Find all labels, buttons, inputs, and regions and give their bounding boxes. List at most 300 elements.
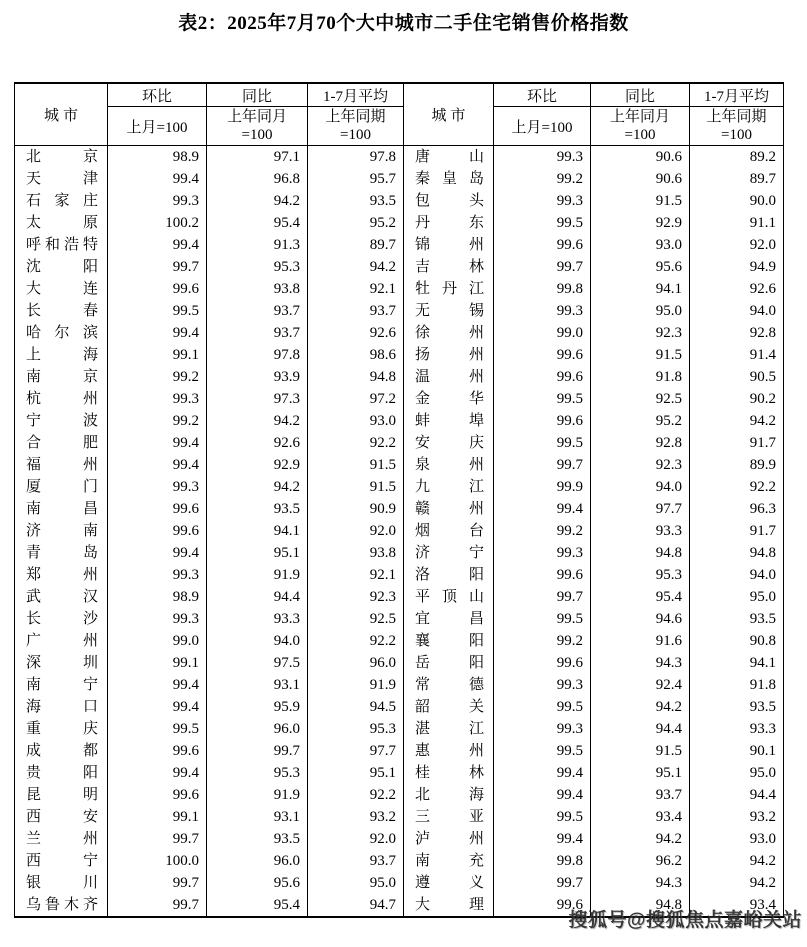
avg-value-left: 92.2	[308, 432, 404, 454]
price-index-table	[14, 82, 784, 918]
header-yoy-right: 同比	[591, 83, 690, 107]
yoy-value-left: 96.0	[207, 718, 308, 740]
city-cell-right: 常德	[404, 674, 494, 696]
avg-value-right: 93.3	[690, 718, 784, 740]
mom-value-left: 99.4	[108, 762, 207, 784]
avg-value-right: 91.7	[690, 520, 784, 542]
yoy-value-left: 95.4	[207, 894, 308, 917]
yoy-value-left: 93.5	[207, 498, 308, 520]
mom-value-right: 99.4	[494, 828, 591, 850]
mom-value-right: 99.5	[494, 212, 591, 234]
yoy-value-left: 93.8	[207, 278, 308, 300]
yoy-value-right: 95.0	[591, 300, 690, 322]
city-cell-right: 唐山	[404, 146, 494, 169]
yoy-value-left: 97.8	[207, 344, 308, 366]
avg-value-left: 89.7	[308, 234, 404, 256]
city-cell-left: 郑州	[15, 564, 108, 586]
mom-value-left: 99.6	[108, 520, 207, 542]
city-cell-left: 大连	[15, 278, 108, 300]
city-cell-left: 上海	[15, 344, 108, 366]
page-title: 表2：2025年7月70个大中城市二手住宅销售价格指数	[178, 13, 629, 34]
avg-value-left: 98.6	[308, 344, 404, 366]
mom-value-right: 99.5	[494, 608, 591, 630]
yoy-value-left: 93.7	[207, 300, 308, 322]
yoy-value-left: 96.8	[207, 168, 308, 190]
mom-value-right: 99.6	[494, 234, 591, 256]
avg-value-left: 93.8	[308, 542, 404, 564]
watermark: 搜狐号@搜狐焦点嘉峪关站	[568, 910, 802, 931]
header-avg-base-left	[308, 107, 404, 146]
city-cell-left: 昆明	[15, 784, 108, 806]
mom-value-right: 99.6	[494, 410, 591, 432]
city-cell-left: 济南	[15, 520, 108, 542]
table-row	[15, 454, 784, 476]
mom-value-right: 99.2	[494, 168, 591, 190]
avg-value-right: 89.9	[690, 454, 784, 476]
avg-value-left: 91.5	[308, 454, 404, 476]
mom-value-right: 99.6	[494, 366, 591, 388]
yoy-value-left: 97.3	[207, 388, 308, 410]
mom-value-right: 99.5	[494, 740, 591, 762]
city-cell-right: 泉州	[404, 454, 494, 476]
city-cell-left: 青岛	[15, 542, 108, 564]
avg-value-right: 94.2	[690, 850, 784, 872]
mom-value-right: 99.3	[494, 542, 591, 564]
table-row	[15, 520, 784, 542]
mom-value-right: 99.5	[494, 388, 591, 410]
yoy-value-left: 95.3	[207, 256, 308, 278]
yoy-value-left: 94.2	[207, 410, 308, 432]
yoy-value-right: 94.3	[591, 652, 690, 674]
mom-value-right: 99.0	[494, 322, 591, 344]
mom-value-left: 99.6	[108, 498, 207, 520]
city-cell-right: 襄阳	[404, 630, 494, 652]
city-cell-left: 西宁	[15, 850, 108, 872]
avg-value-right: 90.0	[690, 190, 784, 212]
yoy-value-right: 91.8	[591, 366, 690, 388]
city-cell-left: 银川	[15, 872, 108, 894]
mom-value-left: 99.7	[108, 828, 207, 850]
avg-value-right: 93.0	[690, 828, 784, 850]
city-cell-right: 济宁	[404, 542, 494, 564]
yoy-value-right: 91.5	[591, 344, 690, 366]
city-cell-left: 厦门	[15, 476, 108, 498]
avg-value-right: 94.8	[690, 542, 784, 564]
avg-value-left: 93.7	[308, 300, 404, 322]
city-cell-left: 长沙	[15, 608, 108, 630]
avg-value-right: 92.6	[690, 278, 784, 300]
avg-value-right: 94.2	[690, 872, 784, 894]
avg-value-right: 95.0	[690, 586, 784, 608]
header-yoy-base-line2: =100	[624, 127, 656, 143]
avg-value-left: 94.7	[308, 894, 404, 917]
yoy-value-right: 93.4	[591, 806, 690, 828]
yoy-value-left: 97.5	[207, 652, 308, 674]
header-city-right: 城市	[404, 83, 494, 146]
city-cell-right: 韶关	[404, 696, 494, 718]
table-row	[15, 828, 784, 850]
mom-value-right: 99.7	[494, 586, 591, 608]
table-row	[15, 740, 784, 762]
avg-value-right: 89.7	[690, 168, 784, 190]
avg-value-right: 90.1	[690, 740, 784, 762]
yoy-value-right: 90.6	[591, 168, 690, 190]
avg-value-left: 92.1	[308, 278, 404, 300]
mom-value-left: 100.0	[108, 850, 207, 872]
yoy-value-right: 93.7	[591, 784, 690, 806]
avg-value-left: 91.9	[308, 674, 404, 696]
avg-value-right: 91.4	[690, 344, 784, 366]
mom-value-left: 99.7	[108, 894, 207, 917]
mom-value-left: 99.7	[108, 256, 207, 278]
avg-value-left: 97.2	[308, 388, 404, 410]
city-cell-left: 宁波	[15, 410, 108, 432]
avg-value-left: 92.5	[308, 608, 404, 630]
city-cell-right: 九江	[404, 476, 494, 498]
city-cell-left: 兰州	[15, 828, 108, 850]
mom-value-left: 99.4	[108, 674, 207, 696]
mom-value-right: 99.8	[494, 278, 591, 300]
mom-value-right: 99.4	[494, 498, 591, 520]
table-row	[15, 366, 784, 388]
yoy-value-left: 94.1	[207, 520, 308, 542]
yoy-value-right: 92.8	[591, 432, 690, 454]
avg-value-left: 92.6	[308, 322, 404, 344]
city-cell-right: 温州	[404, 366, 494, 388]
header-avg-right: 1-7月平均	[690, 83, 784, 107]
yoy-value-right: 95.2	[591, 410, 690, 432]
avg-value-left: 95.7	[308, 168, 404, 190]
avg-value-right: 94.2	[690, 410, 784, 432]
yoy-value-left: 94.2	[207, 476, 308, 498]
yoy-value-left: 93.1	[207, 674, 308, 696]
header-yoy-left: 同比	[207, 83, 308, 107]
city-cell-left: 南京	[15, 366, 108, 388]
table-row	[15, 322, 784, 344]
mom-value-left: 99.4	[108, 542, 207, 564]
table-row	[15, 168, 784, 190]
mom-value-right: 99.8	[494, 850, 591, 872]
yoy-value-right: 94.8	[591, 894, 690, 917]
city-cell-right: 湛江	[404, 718, 494, 740]
avg-value-left: 92.3	[308, 586, 404, 608]
yoy-value-left: 91.3	[207, 234, 308, 256]
mom-value-right: 99.6	[494, 344, 591, 366]
city-cell-right: 宜昌	[404, 608, 494, 630]
mom-value-left: 99.5	[108, 300, 207, 322]
yoy-value-right: 97.7	[591, 498, 690, 520]
mom-value-left: 99.1	[108, 344, 207, 366]
yoy-value-left: 95.1	[207, 542, 308, 564]
avg-value-right: 91.8	[690, 674, 784, 696]
table-row	[15, 234, 784, 256]
mom-value-left: 99.2	[108, 366, 207, 388]
yoy-value-right: 92.9	[591, 212, 690, 234]
city-cell-right: 丹东	[404, 212, 494, 234]
mom-value-left: 99.2	[108, 410, 207, 432]
city-cell-right: 岳阳	[404, 652, 494, 674]
avg-value-right: 90.2	[690, 388, 784, 410]
mom-value-left: 99.4	[108, 696, 207, 718]
mom-value-right: 99.5	[494, 432, 591, 454]
yoy-value-right: 90.6	[591, 146, 690, 169]
avg-value-right: 94.9	[690, 256, 784, 278]
city-cell-left: 呼和浩特	[15, 234, 108, 256]
avg-value-right: 89.2	[690, 146, 784, 169]
city-cell-right: 蚌埠	[404, 410, 494, 432]
city-cell-right: 徐州	[404, 322, 494, 344]
mom-value-left: 99.6	[108, 740, 207, 762]
city-cell-right: 烟台	[404, 520, 494, 542]
city-cell-left: 北京	[15, 146, 108, 169]
city-cell-right: 锦州	[404, 234, 494, 256]
city-cell-left: 杭州	[15, 388, 108, 410]
mom-value-right: 99.7	[494, 454, 591, 476]
mom-value-left: 99.6	[108, 278, 207, 300]
mom-value-left: 99.3	[108, 564, 207, 586]
yoy-value-right: 96.2	[591, 850, 690, 872]
yoy-value-right: 94.2	[591, 696, 690, 718]
table-row	[15, 718, 784, 740]
city-cell-right: 大理	[404, 894, 494, 917]
city-cell-left: 重庆	[15, 718, 108, 740]
avg-value-right: 93.5	[690, 608, 784, 630]
yoy-value-right: 92.5	[591, 388, 690, 410]
header-yoy-base-right	[591, 107, 690, 146]
header-yoy-base-line2: =100	[241, 127, 273, 143]
mom-value-left: 99.4	[108, 454, 207, 476]
avg-value-left: 92.0	[308, 520, 404, 542]
mom-value-right: 99.6	[494, 652, 591, 674]
avg-value-left: 92.1	[308, 564, 404, 586]
mom-value-right: 99.3	[494, 300, 591, 322]
mom-value-left: 98.9	[108, 146, 207, 169]
city-cell-right: 秦皇岛	[404, 168, 494, 190]
yoy-value-right: 94.1	[591, 278, 690, 300]
yoy-value-left: 93.9	[207, 366, 308, 388]
header-avg-left: 1-7月平均	[308, 83, 404, 107]
table-row	[15, 498, 784, 520]
avg-value-right: 94.0	[690, 564, 784, 586]
table-row	[15, 476, 784, 498]
mom-value-left: 99.0	[108, 630, 207, 652]
mom-value-left: 99.4	[108, 168, 207, 190]
city-cell-left: 合肥	[15, 432, 108, 454]
yoy-value-left: 95.9	[207, 696, 308, 718]
avg-value-left: 90.9	[308, 498, 404, 520]
table-row	[15, 146, 784, 169]
header-avg-base-line2: =100	[721, 127, 752, 143]
table-row	[15, 256, 784, 278]
mom-value-left: 99.4	[108, 234, 207, 256]
table-row	[15, 652, 784, 674]
avg-value-right: 90.5	[690, 366, 784, 388]
table-row	[15, 608, 784, 630]
city-cell-right: 吉林	[404, 256, 494, 278]
header-mom-right: 环比	[494, 83, 591, 107]
yoy-value-right: 95.3	[591, 564, 690, 586]
yoy-value-left: 92.9	[207, 454, 308, 476]
yoy-value-left: 97.1	[207, 146, 308, 169]
avg-value-left: 93.2	[308, 806, 404, 828]
yoy-value-left: 93.3	[207, 608, 308, 630]
yoy-value-left: 94.0	[207, 630, 308, 652]
yoy-value-left: 91.9	[207, 784, 308, 806]
yoy-value-right: 94.0	[591, 476, 690, 498]
avg-value-left: 92.2	[308, 630, 404, 652]
avg-value-left: 95.2	[308, 212, 404, 234]
city-cell-right: 三亚	[404, 806, 494, 828]
yoy-value-left: 91.9	[207, 564, 308, 586]
table-row	[15, 300, 784, 322]
header-avg-base-line2: =100	[340, 127, 371, 143]
avg-value-left: 97.8	[308, 146, 404, 169]
city-cell-right: 北海	[404, 784, 494, 806]
city-cell-right: 牡丹江	[404, 278, 494, 300]
mom-value-left: 99.1	[108, 806, 207, 828]
avg-value-left: 94.5	[308, 696, 404, 718]
table-row	[15, 542, 784, 564]
mom-value-right: 99.4	[494, 784, 591, 806]
city-cell-left: 贵阳	[15, 762, 108, 784]
mom-value-left: 99.3	[108, 608, 207, 630]
table-row	[15, 762, 784, 784]
city-cell-left: 太原	[15, 212, 108, 234]
yoy-value-right: 92.4	[591, 674, 690, 696]
avg-value-left: 95.1	[308, 762, 404, 784]
yoy-value-right: 94.4	[591, 718, 690, 740]
avg-value-right: 94.4	[690, 784, 784, 806]
mom-value-left: 99.5	[108, 718, 207, 740]
yoy-value-left: 92.6	[207, 432, 308, 454]
city-cell-left: 乌鲁木齐	[15, 894, 108, 917]
table-row	[15, 630, 784, 652]
avg-value-right: 90.8	[690, 630, 784, 652]
yoy-value-left: 95.4	[207, 212, 308, 234]
table-row	[15, 278, 784, 300]
city-cell-left: 沈阳	[15, 256, 108, 278]
mom-value-left: 99.3	[108, 388, 207, 410]
table-row	[15, 190, 784, 212]
yoy-value-right: 95.6	[591, 256, 690, 278]
yoy-value-right: 95.1	[591, 762, 690, 784]
city-cell-left: 南昌	[15, 498, 108, 520]
table-row	[15, 894, 784, 917]
city-cell-left: 广州	[15, 630, 108, 652]
avg-value-right: 95.0	[690, 762, 784, 784]
avg-value-right: 94.0	[690, 300, 784, 322]
city-cell-left: 哈尔滨	[15, 322, 108, 344]
city-cell-left: 深圳	[15, 652, 108, 674]
yoy-value-left: 94.4	[207, 586, 308, 608]
avg-value-right: 93.5	[690, 696, 784, 718]
header-yoy-base-line1: 上年同月	[609, 109, 670, 125]
mom-value-left: 99.6	[108, 784, 207, 806]
table-row	[15, 212, 784, 234]
yoy-value-left: 93.7	[207, 322, 308, 344]
city-cell-left: 石家庄	[15, 190, 108, 212]
header-yoy-base-line1: 上年同月	[226, 109, 287, 125]
city-cell-right: 遵义	[404, 872, 494, 894]
yoy-value-right: 91.6	[591, 630, 690, 652]
yoy-value-right: 92.3	[591, 454, 690, 476]
avg-value-left: 96.0	[308, 652, 404, 674]
mom-value-left: 98.9	[108, 586, 207, 608]
table-row	[15, 410, 784, 432]
city-cell-left: 福州	[15, 454, 108, 476]
table-row	[15, 806, 784, 828]
avg-value-left: 97.7	[308, 740, 404, 762]
city-cell-right: 桂林	[404, 762, 494, 784]
mom-value-right: 99.2	[494, 630, 591, 652]
avg-value-right: 93.4	[690, 894, 784, 917]
avg-value-right: 91.7	[690, 432, 784, 454]
header-row-1	[15, 83, 784, 107]
yoy-value-right: 91.5	[591, 190, 690, 212]
avg-value-left: 93.7	[308, 850, 404, 872]
table-row	[15, 696, 784, 718]
table-row	[15, 388, 784, 410]
avg-value-left: 91.5	[308, 476, 404, 498]
avg-value-left: 94.8	[308, 366, 404, 388]
city-cell-right: 泸州	[404, 828, 494, 850]
mom-value-right: 99.5	[494, 696, 591, 718]
mom-value-right: 99.5	[494, 806, 591, 828]
city-cell-left: 成都	[15, 740, 108, 762]
avg-value-left: 95.0	[308, 872, 404, 894]
yoy-value-right: 93.0	[591, 234, 690, 256]
avg-value-right: 94.1	[690, 652, 784, 674]
city-cell-left: 南宁	[15, 674, 108, 696]
city-cell-right: 平顶山	[404, 586, 494, 608]
yoy-value-right: 94.6	[591, 608, 690, 630]
yoy-value-left: 93.1	[207, 806, 308, 828]
header-mom-base-left: 上月=100	[108, 107, 207, 146]
header-avg-base-right	[690, 107, 784, 146]
avg-value-right: 92.0	[690, 234, 784, 256]
yoy-value-right: 95.4	[591, 586, 690, 608]
yoy-value-right: 94.3	[591, 872, 690, 894]
avg-value-right: 92.2	[690, 476, 784, 498]
table-row	[15, 674, 784, 696]
avg-value-left: 93.5	[308, 190, 404, 212]
city-cell-right: 扬州	[404, 344, 494, 366]
city-cell-right: 赣州	[404, 498, 494, 520]
yoy-value-right: 92.3	[591, 322, 690, 344]
avg-value-right: 93.2	[690, 806, 784, 828]
mom-value-left: 99.1	[108, 652, 207, 674]
yoy-value-right: 93.3	[591, 520, 690, 542]
header-avg-base-line1: 上年同期	[706, 109, 767, 125]
table-row	[15, 344, 784, 366]
mom-value-left: 99.3	[108, 476, 207, 498]
mom-value-left: 100.2	[108, 212, 207, 234]
mom-value-left: 99.4	[108, 322, 207, 344]
table-row	[15, 564, 784, 586]
city-cell-left: 西安	[15, 806, 108, 828]
mom-value-right: 99.6	[494, 894, 591, 917]
yoy-value-left: 99.7	[207, 740, 308, 762]
avg-value-left: 94.2	[308, 256, 404, 278]
table-row	[15, 850, 784, 872]
mom-value-right: 99.7	[494, 872, 591, 894]
avg-value-right: 92.8	[690, 322, 784, 344]
yoy-value-left: 95.3	[207, 762, 308, 784]
mom-value-right: 99.2	[494, 520, 591, 542]
header-mom-left: 环比	[108, 83, 207, 107]
mom-value-right: 99.3	[494, 674, 591, 696]
city-cell-right: 洛阳	[404, 564, 494, 586]
